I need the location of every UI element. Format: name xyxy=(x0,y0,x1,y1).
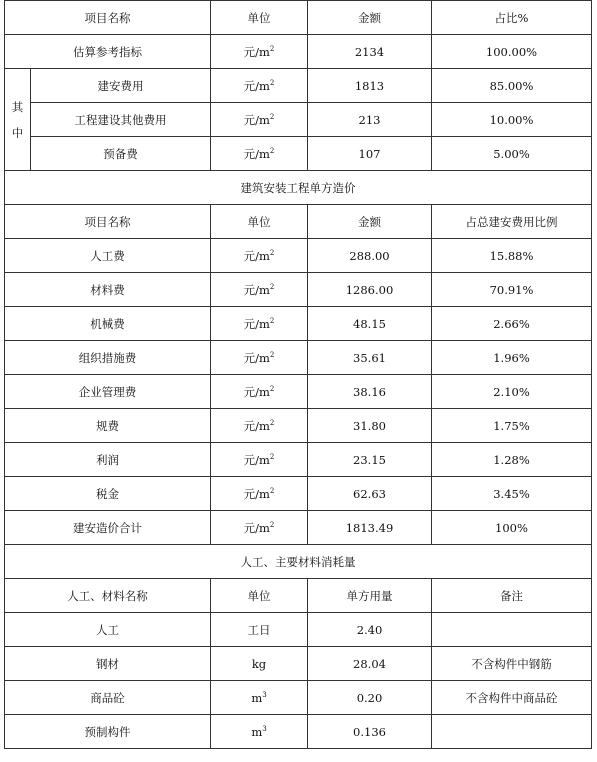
table-row xyxy=(5,69,592,103)
amount-cell: 1286.00 xyxy=(308,273,432,307)
section-title: 人工、主要材料消耗量 xyxy=(5,545,592,579)
ratio-cell: 15.88% xyxy=(432,239,592,273)
ratio-cell: 70.91% xyxy=(432,273,592,307)
table-row xyxy=(5,103,592,137)
header-cell: 项目名称 xyxy=(5,205,211,239)
amount-cell: 213 xyxy=(308,103,432,137)
name-cell: 预备费 xyxy=(31,137,211,171)
unit-cell: 元$/m^2$ xyxy=(211,341,308,375)
header-cell: 人工、材料名称 xyxy=(5,579,211,613)
unit-cell: 元$/m^2$ xyxy=(211,273,308,307)
header-cell: 单位 xyxy=(211,205,308,239)
table-row xyxy=(5,307,592,341)
ratio-cell: 1.96% xyxy=(432,341,592,375)
note-cell: 不含构件中商品砼 xyxy=(432,681,592,715)
unit-cell: $m^3$ xyxy=(211,681,308,715)
ratio-cell: 2.10% xyxy=(432,375,592,409)
section-title-row xyxy=(5,171,592,205)
amount-cell: 2134 xyxy=(308,35,432,69)
table-row xyxy=(5,477,592,511)
table-row xyxy=(5,647,592,681)
header-cell: 单位 xyxy=(211,1,308,35)
amount-cell: 38.16 xyxy=(308,375,432,409)
table-row xyxy=(5,511,592,545)
name-cell: 人工 xyxy=(5,613,211,647)
table-row xyxy=(5,613,592,647)
amount-cell: 288.00 xyxy=(308,239,432,273)
amount-cell: 62.63 xyxy=(308,477,432,511)
unit-cell: 元$/m^2$ xyxy=(211,409,308,443)
cost-estimate-table xyxy=(4,0,592,749)
unit-cell: 元$/m^2$ xyxy=(211,35,308,69)
ratio-cell: 85.00% xyxy=(432,69,592,103)
section-title-row xyxy=(5,545,592,579)
unit-cell: 工日 xyxy=(211,613,308,647)
table-header-row xyxy=(5,579,592,613)
amount-cell: 1813 xyxy=(308,69,432,103)
name-cell: 预制构件 xyxy=(5,715,211,749)
header-cell: 占比% xyxy=(432,1,592,35)
table-header-row xyxy=(5,1,592,35)
unit-cell: kg xyxy=(211,647,308,681)
table-row xyxy=(5,443,592,477)
unit-cell: 元$/m^2$ xyxy=(211,307,308,341)
header-cell: 金额 xyxy=(308,1,432,35)
unit-cell: $m^3$ xyxy=(211,715,308,749)
unit-cell: 元$/m^2$ xyxy=(211,511,308,545)
qty-cell: 0.20 xyxy=(308,681,432,715)
note-cell: 不含构件中钢筋 xyxy=(432,647,592,681)
table-header-row xyxy=(5,205,592,239)
qty-cell: 0.136 xyxy=(308,715,432,749)
name-cell: 税金 xyxy=(5,477,211,511)
name-cell: 规费 xyxy=(5,409,211,443)
ratio-cell: 100% xyxy=(432,511,592,545)
table-row xyxy=(5,341,592,375)
unit-cell: 元$/m^2$ xyxy=(211,443,308,477)
unit-cell: 元$/m^2$ xyxy=(211,375,308,409)
name-cell: 估算参考指标 xyxy=(5,35,211,69)
table-row xyxy=(5,715,592,749)
ratio-cell: 3.45% xyxy=(432,477,592,511)
name-cell: 工程建设其他费用 xyxy=(31,103,211,137)
header-cell: 单方用量 xyxy=(308,579,432,613)
unit-cell: 元$/m^2$ xyxy=(211,137,308,171)
ratio-cell: 10.00% xyxy=(432,103,592,137)
table-row xyxy=(5,273,592,307)
amount-cell: 23.15 xyxy=(308,443,432,477)
ratio-cell: 2.66% xyxy=(432,307,592,341)
table-row xyxy=(5,375,592,409)
amount-cell: 31.80 xyxy=(308,409,432,443)
header-cell: 占总建安费用比例 xyxy=(432,205,592,239)
amount-cell: 35.61 xyxy=(308,341,432,375)
amount-cell: 107 xyxy=(308,137,432,171)
name-cell: 建安费用 xyxy=(31,69,211,103)
ratio-cell: 5.00% xyxy=(432,137,592,171)
ratio-cell: 1.28% xyxy=(432,443,592,477)
name-cell: 机械费 xyxy=(5,307,211,341)
table-row xyxy=(5,681,592,715)
name-cell: 建安造价合计 xyxy=(5,511,211,545)
qty-cell: 28.04 xyxy=(308,647,432,681)
ratio-cell: 1.75% xyxy=(432,409,592,443)
header-cell: 金额 xyxy=(308,205,432,239)
name-cell: 人工费 xyxy=(5,239,211,273)
table-row xyxy=(5,409,592,443)
header-cell: 项目名称 xyxy=(5,1,211,35)
note-cell xyxy=(432,715,592,749)
name-cell: 材料费 xyxy=(5,273,211,307)
note-cell xyxy=(432,613,592,647)
section-title: 建筑安装工程单方造价 xyxy=(5,171,592,205)
header-cell: 备注 xyxy=(432,579,592,613)
unit-cell: 元$/m^2$ xyxy=(211,239,308,273)
ratio-cell: 100.00% xyxy=(432,35,592,69)
unit-cell: 元$/m^2$ xyxy=(211,69,308,103)
table-row xyxy=(5,239,592,273)
sub-group-label: 其 中 xyxy=(5,69,31,171)
name-cell: 商品砼 xyxy=(5,681,211,715)
unit-cell: 元$/m^2$ xyxy=(211,477,308,511)
table-row xyxy=(5,35,592,69)
table-row xyxy=(5,137,592,171)
qty-cell: 2.40 xyxy=(308,613,432,647)
name-cell: 利润 xyxy=(5,443,211,477)
header-cell: 单位 xyxy=(211,579,308,613)
amount-cell: 48.15 xyxy=(308,307,432,341)
unit-cell: 元$/m^2$ xyxy=(211,103,308,137)
amount-cell: 1813.49 xyxy=(308,511,432,545)
name-cell: 企业管理费 xyxy=(5,375,211,409)
name-cell: 钢材 xyxy=(5,647,211,681)
name-cell: 组织措施费 xyxy=(5,341,211,375)
